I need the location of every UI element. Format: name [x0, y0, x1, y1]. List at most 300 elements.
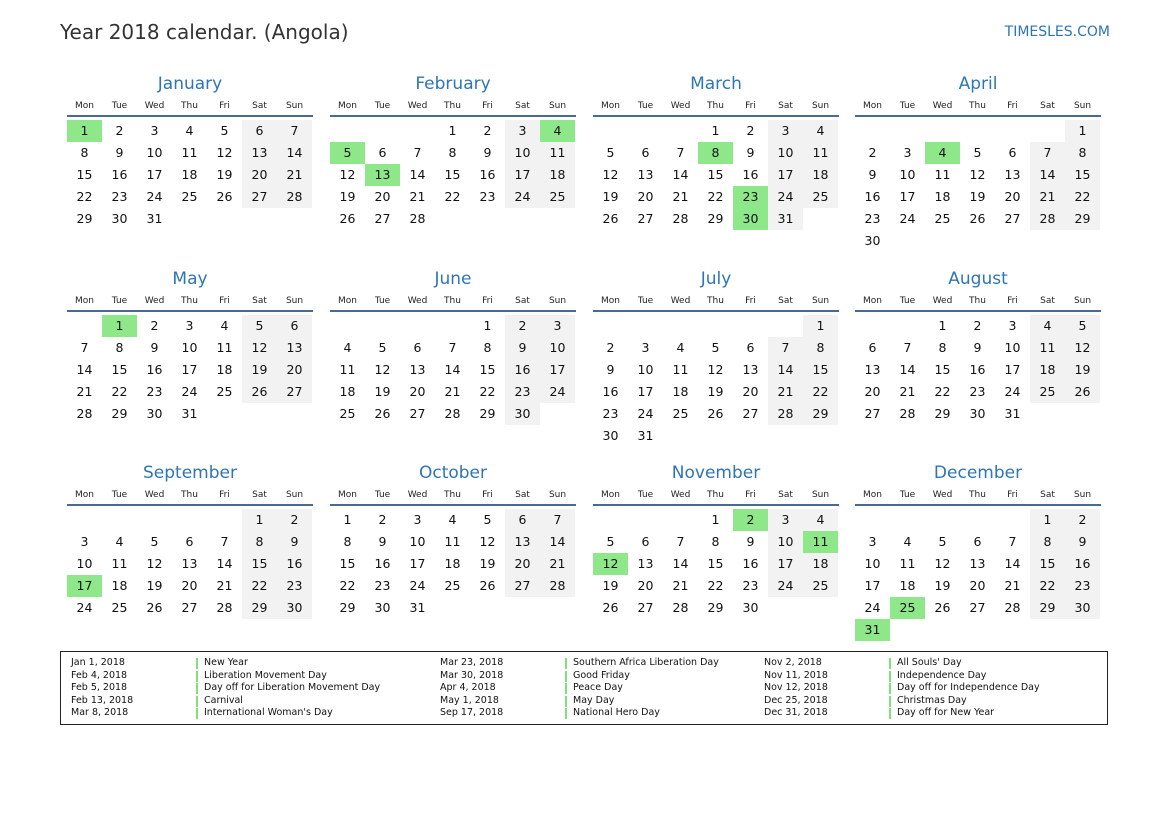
day-cell[interactable]: 17 [181, 362, 198, 377]
day-cell[interactable]: 29 [803, 403, 838, 425]
day-cell[interactable]: 22 [1030, 575, 1065, 597]
day-cell[interactable]: 26 [707, 406, 724, 421]
day-cell[interactable]: 3 [185, 318, 194, 333]
day-cell[interactable]: 21 [409, 189, 426, 204]
day-cell[interactable]: 2 [746, 123, 755, 138]
day-cell[interactable]: 31 [409, 600, 426, 615]
day-cell[interactable]: 18 [540, 164, 575, 186]
day-cell[interactable]: 14 [540, 531, 575, 553]
day-cell[interactable]: 25 [540, 186, 575, 208]
day-cell[interactable]: 12 [969, 167, 986, 182]
day-cell[interactable]: 11 [899, 556, 916, 571]
day-cell[interactable]: 2 [868, 145, 877, 160]
day-cell[interactable]: 16 [277, 553, 312, 575]
day-cell[interactable]: 23 [374, 578, 391, 593]
day-cell[interactable]: 26 [216, 189, 233, 204]
day-cell[interactable]: 18 [672, 384, 689, 399]
day-cell[interactable]: 23 [479, 189, 496, 204]
day-cell[interactable]: 21 [444, 384, 461, 399]
day-cell[interactable]: 20 [374, 189, 391, 204]
day-cell[interactable]: 12 [1065, 337, 1100, 359]
day-cell[interactable]: 26 [934, 600, 951, 615]
day-cell[interactable]: 10 [768, 531, 803, 553]
day-cell[interactable]: 28 [672, 211, 689, 226]
day-cell[interactable]: 21 [76, 384, 93, 399]
day-cell[interactable]: 28 [409, 211, 426, 226]
holiday-day-cell[interactable]: 1 [67, 120, 102, 142]
holiday-day-cell[interactable]: 25 [890, 597, 925, 619]
day-cell[interactable]: 15 [707, 556, 724, 571]
day-cell[interactable]: 25 [672, 406, 689, 421]
day-cell[interactable]: 6 [413, 340, 422, 355]
day-cell[interactable]: 28 [672, 600, 689, 615]
day-cell[interactable]: 8 [1065, 142, 1100, 164]
day-cell[interactable]: 28 [444, 406, 461, 421]
day-cell[interactable]: 11 [672, 362, 689, 377]
day-cell[interactable]: 7 [676, 534, 685, 549]
day-cell[interactable]: 15 [1030, 553, 1065, 575]
day-cell[interactable]: 31 [181, 406, 198, 421]
day-cell[interactable]: 12 [216, 145, 233, 160]
day-cell[interactable]: 14 [444, 362, 461, 377]
day-cell[interactable]: 16 [969, 362, 986, 377]
day-cell[interactable]: 9 [150, 340, 159, 355]
day-cell[interactable]: 15 [339, 556, 356, 571]
day-cell[interactable]: 17 [409, 556, 426, 571]
day-cell[interactable]: 26 [602, 211, 619, 226]
day-cell[interactable]: 4 [1030, 315, 1065, 337]
day-cell[interactable]: 20 [1004, 189, 1021, 204]
day-cell[interactable]: 30 [969, 406, 986, 421]
day-cell[interactable]: 2 [505, 315, 540, 337]
day-cell[interactable]: 23 [602, 406, 619, 421]
day-cell[interactable]: 21 [1004, 578, 1021, 593]
day-cell[interactable]: 27 [374, 211, 391, 226]
day-cell[interactable]: 10 [768, 142, 803, 164]
day-cell[interactable]: 5 [483, 512, 492, 527]
day-cell[interactable]: 1 [242, 509, 277, 531]
day-cell[interactable]: 9 [606, 362, 615, 377]
day-cell[interactable]: 23 [864, 211, 881, 226]
day-cell[interactable]: 16 [1065, 553, 1100, 575]
day-cell[interactable]: 20 [409, 384, 426, 399]
day-cell[interactable]: 15 [934, 362, 951, 377]
day-cell[interactable]: 17 [768, 164, 803, 186]
day-cell[interactable]: 13 [637, 556, 654, 571]
holiday-day-cell[interactable]: 11 [803, 531, 838, 553]
day-cell[interactable]: 30 [742, 600, 759, 615]
day-cell[interactable]: 17 [505, 164, 540, 186]
day-cell[interactable]: 18 [803, 553, 838, 575]
day-cell[interactable]: 31 [637, 428, 654, 443]
day-cell[interactable]: 26 [146, 600, 163, 615]
day-cell[interactable]: 22 [707, 578, 724, 593]
day-cell[interactable]: 5 [938, 534, 947, 549]
day-cell[interactable]: 23 [742, 578, 759, 593]
day-cell[interactable]: 3 [505, 120, 540, 142]
day-cell[interactable]: 19 [479, 556, 496, 571]
day-cell[interactable]: 3 [413, 512, 422, 527]
day-cell[interactable]: 21 [672, 189, 689, 204]
day-cell[interactable]: 8 [80, 145, 89, 160]
day-cell[interactable]: 8 [115, 340, 124, 355]
day-cell[interactable]: 13 [409, 362, 426, 377]
day-cell[interactable]: 8 [938, 340, 947, 355]
day-cell[interactable]: 14 [76, 362, 93, 377]
day-cell[interactable]: 11 [111, 556, 128, 571]
day-cell[interactable]: 11 [803, 142, 838, 164]
day-cell[interactable]: 24 [76, 600, 93, 615]
day-cell[interactable]: 7 [413, 145, 422, 160]
day-cell[interactable]: 23 [1065, 575, 1100, 597]
day-cell[interactable]: 26 [339, 211, 356, 226]
day-cell[interactable]: 6 [378, 145, 387, 160]
day-cell[interactable]: 27 [242, 186, 277, 208]
day-cell[interactable]: 22 [934, 384, 951, 399]
day-cell[interactable]: 12 [707, 362, 724, 377]
day-cell[interactable]: 3 [768, 120, 803, 142]
day-cell[interactable]: 19 [242, 359, 277, 381]
day-cell[interactable]: 28 [1004, 600, 1021, 615]
day-cell[interactable]: 5 [242, 315, 277, 337]
day-cell[interactable]: 4 [115, 534, 124, 549]
day-cell[interactable]: 3 [150, 123, 159, 138]
day-cell[interactable]: 29 [111, 406, 128, 421]
day-cell[interactable]: 18 [1030, 359, 1065, 381]
day-cell[interactable]: 19 [602, 189, 619, 204]
day-cell[interactable]: 17 [146, 167, 163, 182]
day-cell[interactable]: 12 [339, 167, 356, 182]
day-cell[interactable]: 10 [864, 556, 881, 571]
day-cell[interactable]: 16 [864, 189, 881, 204]
day-cell[interactable]: 7 [448, 340, 457, 355]
day-cell[interactable]: 21 [672, 578, 689, 593]
day-cell[interactable]: 9 [378, 534, 387, 549]
day-cell[interactable]: 10 [1004, 340, 1021, 355]
day-cell[interactable]: 21 [1030, 186, 1065, 208]
day-cell[interactable]: 20 [637, 578, 654, 593]
day-cell[interactable]: 8 [1030, 531, 1065, 553]
day-cell[interactable]: 28 [1030, 208, 1065, 230]
day-cell[interactable]: 13 [181, 556, 198, 571]
day-cell[interactable]: 26 [374, 406, 391, 421]
day-cell[interactable]: 31 [1004, 406, 1021, 421]
day-cell[interactable]: 4 [676, 340, 685, 355]
day-cell[interactable]: 29 [1030, 597, 1065, 619]
day-cell[interactable]: 27 [409, 406, 426, 421]
holiday-day-cell[interactable]: 4 [540, 120, 575, 142]
day-cell[interactable]: 19 [374, 384, 391, 399]
holiday-day-cell[interactable]: 13 [365, 164, 400, 186]
day-cell[interactable]: 1 [483, 318, 492, 333]
day-cell[interactable]: 22 [76, 189, 93, 204]
day-cell[interactable]: 8 [483, 340, 492, 355]
day-cell[interactable]: 26 [602, 600, 619, 615]
day-cell[interactable]: 11 [216, 340, 233, 355]
day-cell[interactable]: 9 [868, 167, 877, 182]
day-cell[interactable]: 10 [540, 337, 575, 359]
day-cell[interactable]: 1 [938, 318, 947, 333]
day-cell[interactable]: 3 [768, 509, 803, 531]
holiday-day-cell[interactable]: 30 [733, 208, 768, 230]
day-cell[interactable]: 16 [742, 556, 759, 571]
day-cell[interactable]: 16 [111, 167, 128, 182]
day-cell[interactable]: 30 [277, 597, 312, 619]
day-cell[interactable]: 29 [479, 406, 496, 421]
day-cell[interactable]: 13 [969, 556, 986, 571]
day-cell[interactable]: 28 [216, 600, 233, 615]
day-cell[interactable]: 3 [868, 534, 877, 549]
day-cell[interactable]: 31 [768, 208, 803, 230]
day-cell[interactable]: 27 [505, 575, 540, 597]
day-cell[interactable]: 14 [1030, 164, 1065, 186]
day-cell[interactable]: 16 [374, 556, 391, 571]
holiday-day-cell[interactable]: 31 [855, 619, 890, 641]
day-cell[interactable]: 9 [115, 145, 124, 160]
day-cell[interactable]: 18 [803, 164, 838, 186]
day-cell[interactable]: 22 [339, 578, 356, 593]
day-cell[interactable]: 18 [899, 578, 916, 593]
day-cell[interactable]: 17 [768, 553, 803, 575]
day-cell[interactable]: 15 [707, 167, 724, 182]
day-cell[interactable]: 18 [216, 362, 233, 377]
day-cell[interactable]: 6 [973, 534, 982, 549]
day-cell[interactable]: 23 [111, 189, 128, 204]
day-cell[interactable]: 24 [637, 406, 654, 421]
day-cell[interactable]: 16 [146, 362, 163, 377]
holiday-day-cell[interactable]: 5 [330, 142, 365, 164]
day-cell[interactable]: 25 [216, 384, 233, 399]
day-cell[interactable]: 2 [483, 123, 492, 138]
day-cell[interactable]: 11 [339, 362, 356, 377]
day-cell[interactable]: 17 [864, 578, 881, 593]
day-cell[interactable]: 26 [242, 381, 277, 403]
day-cell[interactable]: 14 [216, 556, 233, 571]
day-cell[interactable]: 1 [1030, 509, 1065, 531]
day-cell[interactable]: 15 [1065, 164, 1100, 186]
day-cell[interactable]: 20 [242, 164, 277, 186]
day-cell[interactable]: 4 [220, 318, 229, 333]
day-cell[interactable]: 4 [448, 512, 457, 527]
day-cell[interactable]: 25 [181, 189, 198, 204]
day-cell[interactable]: 7 [540, 509, 575, 531]
day-cell[interactable]: 6 [868, 340, 877, 355]
day-cell[interactable]: 6 [641, 534, 650, 549]
day-cell[interactable]: 13 [864, 362, 881, 377]
day-cell[interactable]: 30 [602, 428, 619, 443]
day-cell[interactable]: 21 [277, 164, 312, 186]
day-cell[interactable]: 13 [505, 531, 540, 553]
day-cell[interactable]: 13 [1004, 167, 1021, 182]
day-cell[interactable]: 20 [969, 578, 986, 593]
day-cell[interactable]: 10 [899, 167, 916, 182]
day-cell[interactable]: 23 [277, 575, 312, 597]
day-cell[interactable]: 27 [1004, 211, 1021, 226]
day-cell[interactable]: 27 [742, 406, 759, 421]
day-cell[interactable]: 9 [483, 145, 492, 160]
day-cell[interactable]: 24 [181, 384, 198, 399]
day-cell[interactable]: 30 [1065, 597, 1100, 619]
day-cell[interactable]: 14 [277, 142, 312, 164]
day-cell[interactable]: 18 [181, 167, 198, 182]
day-cell[interactable]: 19 [707, 384, 724, 399]
day-cell[interactable]: 16 [742, 167, 759, 182]
day-cell[interactable]: 15 [803, 359, 838, 381]
day-cell[interactable]: 24 [409, 578, 426, 593]
day-cell[interactable]: 19 [1065, 359, 1100, 381]
day-cell[interactable]: 15 [444, 167, 461, 182]
day-cell[interactable]: 2 [973, 318, 982, 333]
day-cell[interactable]: 29 [1065, 208, 1100, 230]
day-cell[interactable]: 16 [479, 167, 496, 182]
day-cell[interactable]: 29 [934, 406, 951, 421]
day-cell[interactable]: 15 [76, 167, 93, 182]
day-cell[interactable]: 1 [1065, 120, 1100, 142]
day-cell[interactable]: 24 [864, 600, 881, 615]
day-cell[interactable]: 7 [277, 120, 312, 142]
day-cell[interactable]: 22 [803, 381, 838, 403]
day-cell[interactable]: 13 [242, 142, 277, 164]
day-cell[interactable]: 28 [899, 406, 916, 421]
day-cell[interactable]: 3 [641, 340, 650, 355]
day-cell[interactable]: 19 [339, 189, 356, 204]
day-cell[interactable]: 19 [934, 578, 951, 593]
day-cell[interactable]: 8 [343, 534, 352, 549]
day-cell[interactable]: 24 [768, 186, 803, 208]
day-cell[interactable]: 13 [637, 167, 654, 182]
day-cell[interactable]: 21 [899, 384, 916, 399]
day-cell[interactable]: 21 [540, 553, 575, 575]
day-cell[interactable]: 20 [742, 384, 759, 399]
day-cell[interactable]: 7 [676, 145, 685, 160]
day-cell[interactable]: 5 [973, 145, 982, 160]
holiday-day-cell[interactable]: 2 [733, 509, 768, 531]
day-cell[interactable]: 3 [80, 534, 89, 549]
day-cell[interactable]: 24 [768, 575, 803, 597]
holiday-day-cell[interactable]: 4 [925, 142, 960, 164]
day-cell[interactable]: 24 [146, 189, 163, 204]
day-cell[interactable]: 22 [707, 189, 724, 204]
day-cell[interactable]: 2 [606, 340, 615, 355]
day-cell[interactable]: 2 [115, 123, 124, 138]
day-cell[interactable]: 20 [864, 384, 881, 399]
day-cell[interactable]: 9 [277, 531, 312, 553]
day-cell[interactable]: 6 [746, 340, 755, 355]
day-cell[interactable]: 15 [479, 362, 496, 377]
day-cell[interactable]: 28 [540, 575, 575, 597]
day-cell[interactable]: 4 [343, 340, 352, 355]
day-cell[interactable]: 7 [768, 337, 803, 359]
day-cell[interactable]: 17 [637, 384, 654, 399]
day-cell[interactable]: 24 [1004, 384, 1021, 399]
day-cell[interactable]: 16 [505, 359, 540, 381]
day-cell[interactable]: 29 [339, 600, 356, 615]
day-cell[interactable]: 6 [1008, 145, 1017, 160]
holiday-day-cell[interactable]: 12 [593, 553, 628, 575]
day-cell[interactable]: 22 [479, 384, 496, 399]
day-cell[interactable]: 18 [111, 578, 128, 593]
day-cell[interactable]: 20 [181, 578, 198, 593]
day-cell[interactable]: 30 [864, 233, 881, 248]
day-cell[interactable]: 2 [1065, 509, 1100, 531]
day-cell[interactable]: 11 [444, 534, 461, 549]
day-cell[interactable]: 27 [969, 600, 986, 615]
holiday-day-cell[interactable]: 8 [698, 142, 733, 164]
day-cell[interactable]: 24 [540, 381, 575, 403]
day-cell[interactable]: 16 [602, 384, 619, 399]
day-cell[interactable]: 30 [146, 406, 163, 421]
day-cell[interactable]: 11 [540, 142, 575, 164]
day-cell[interactable]: 22 [242, 575, 277, 597]
day-cell[interactable]: 9 [1065, 531, 1100, 553]
day-cell[interactable]: 25 [934, 211, 951, 226]
day-cell[interactable]: 30 [111, 211, 128, 226]
day-cell[interactable]: 20 [505, 553, 540, 575]
day-cell[interactable]: 1 [711, 123, 720, 138]
day-cell[interactable]: 6 [185, 534, 194, 549]
day-cell[interactable]: 14 [409, 167, 426, 182]
day-cell[interactable]: 27 [864, 406, 881, 421]
day-cell[interactable]: 26 [1065, 381, 1100, 403]
day-cell[interactable]: 12 [602, 167, 619, 182]
day-cell[interactable]: 28 [76, 406, 93, 421]
day-cell[interactable]: 15 [111, 362, 128, 377]
day-cell[interactable]: 24 [899, 211, 916, 226]
day-cell[interactable]: 23 [146, 384, 163, 399]
day-cell[interactable]: 19 [216, 167, 233, 182]
day-cell[interactable]: 25 [111, 600, 128, 615]
day-cell[interactable]: 4 [803, 509, 838, 531]
day-cell[interactable]: 27 [637, 600, 654, 615]
day-cell[interactable]: 13 [742, 362, 759, 377]
day-cell[interactable]: 18 [339, 384, 356, 399]
day-cell[interactable]: 2 [277, 509, 312, 531]
day-cell[interactable]: 22 [1065, 186, 1100, 208]
day-cell[interactable]: 11 [934, 167, 951, 182]
day-cell[interactable]: 21 [216, 578, 233, 593]
day-cell[interactable]: 20 [277, 359, 312, 381]
day-cell[interactable]: 17 [899, 189, 916, 204]
day-cell[interactable]: 8 [803, 337, 838, 359]
day-cell[interactable]: 10 [637, 362, 654, 377]
day-cell[interactable]: 14 [672, 167, 689, 182]
day-cell[interactable]: 7 [220, 534, 229, 549]
day-cell[interactable]: 14 [672, 556, 689, 571]
day-cell[interactable]: 19 [602, 578, 619, 593]
day-cell[interactable]: 5 [378, 340, 387, 355]
day-cell[interactable]: 8 [448, 145, 457, 160]
day-cell[interactable]: 20 [637, 189, 654, 204]
day-cell[interactable]: 31 [146, 211, 163, 226]
day-cell[interactable]: 5 [606, 534, 615, 549]
day-cell[interactable]: 8 [711, 534, 720, 549]
day-cell[interactable]: 22 [444, 189, 461, 204]
day-cell[interactable]: 4 [903, 534, 912, 549]
day-cell[interactable]: 29 [242, 597, 277, 619]
day-cell[interactable]: 18 [934, 189, 951, 204]
day-cell[interactable]: 29 [707, 600, 724, 615]
day-cell[interactable]: 27 [277, 381, 312, 403]
day-cell[interactable]: 4 [803, 120, 838, 142]
day-cell[interactable]: 1 [343, 512, 352, 527]
day-cell[interactable]: 23 [505, 381, 540, 403]
day-cell[interactable]: 9 [973, 340, 982, 355]
day-cell[interactable]: 5 [220, 123, 229, 138]
day-cell[interactable]: 7 [1008, 534, 1017, 549]
day-cell[interactable]: 12 [479, 534, 496, 549]
day-cell[interactable]: 6 [641, 145, 650, 160]
day-cell[interactable]: 10 [181, 340, 198, 355]
